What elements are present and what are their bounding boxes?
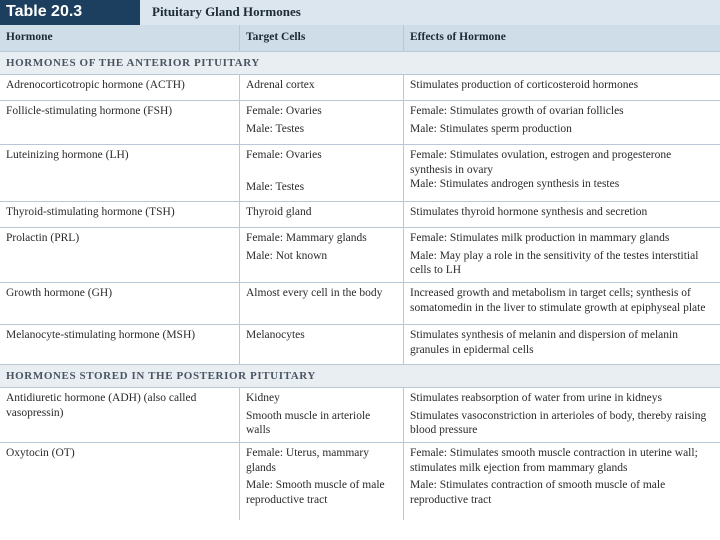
effect-line: Stimulates synthesis of melanin and dispersion of melanin granules in epidermal cells: [410, 329, 678, 356]
effect-line: Female: Stimulates milk production in mammary glands: [410, 232, 670, 244]
target-cells: [240, 202, 404, 227]
effect-line: Stimulates thyroid hormone synthesis and secretion: [410, 206, 648, 218]
hormone-effects: [404, 325, 720, 364]
table-row: [0, 145, 720, 202]
hormone-effects: [404, 75, 720, 100]
column-header-hormone: Hormone: [0, 25, 240, 51]
target-line: Female: Uterus, mammary glands: [246, 447, 369, 474]
target-cells: [240, 101, 404, 144]
hormone-name: Luteinizing hormone (LH): [0, 145, 240, 201]
target-cells: [240, 75, 404, 100]
hormone-name: Growth hormone (GH): [0, 283, 240, 324]
target-line: Male: Testes: [246, 180, 305, 193]
table-title: Pituitary Gland Hormones: [140, 0, 720, 25]
hormone-effects: [404, 101, 720, 144]
target-cells: [240, 145, 404, 201]
target-line: Adrenal cortex: [246, 79, 315, 91]
section-label: HORMONES STORED IN THE POSTERIOR PITUITARY: [6, 370, 316, 382]
target-line: Kidney: [246, 392, 280, 404]
effect-line: Female: Stimulates smooth muscle contraction in uterine wall; stimulates milk ejection from mammary glands: [410, 447, 698, 474]
effect-line: Stimulates reabsorption of water from urine in kidneys: [410, 392, 662, 404]
table-header-row: [0, 25, 720, 52]
hormone-effects: [404, 388, 720, 442]
column-header-effects: Effects of Hormone: [410, 31, 506, 43]
target-line: Male: Testes: [246, 122, 305, 135]
effect-line: Male: May play a role in the sensitivity of the testes interstitial cells to LH: [410, 249, 699, 276]
effect-line: Male: Stimulates androgen synthesis in testes: [410, 178, 620, 190]
target-cells: [240, 443, 404, 520]
target-line: Almost every cell in the body: [246, 287, 383, 299]
table-row: [0, 101, 720, 145]
table-row: [0, 283, 720, 325]
target-cells: [240, 283, 404, 324]
target-line: Male: Smooth muscle of male reproductive tract: [246, 479, 385, 506]
target-line: Male: Not known: [246, 249, 328, 262]
hormone-effects: [404, 283, 720, 324]
hormone-effects: [404, 443, 720, 520]
target-cells: [240, 388, 404, 442]
target-line: Female: Ovaries: [246, 105, 322, 117]
hormone-name: Adrenocorticotropic hormone (ACTH): [0, 75, 240, 100]
hormone-effects: [404, 202, 720, 227]
section-label: HORMONES OF THE ANTERIOR PITUITARY: [6, 57, 260, 69]
hormone-name: Follicle-stimulating hormone (FSH): [0, 101, 240, 144]
effect-line: Stimulates production of corticosteroid hormones: [410, 79, 639, 91]
table-row: [0, 228, 720, 283]
table-row: [0, 388, 720, 443]
hormone-effects: [404, 145, 720, 201]
target-cells: [240, 325, 404, 364]
hormone-name: Thyroid-stimulating hormone (TSH): [0, 202, 240, 227]
target-line: Female: Mammary glands: [246, 232, 367, 244]
table-title-bar: [0, 0, 720, 25]
target-line: Female: Ovaries: [246, 149, 322, 161]
table-row: [0, 325, 720, 365]
effect-line: Stimulates vasoconstriction in arterioles of body, thereby raising blood pressure: [410, 409, 707, 436]
effect-line: Increased growth and metabolism in target cells; synthesis of somatomedin in the liver to stimulate growth at epiphyseal plate: [410, 287, 706, 314]
target-line: Melanocytes: [246, 329, 305, 341]
target-line: Thyroid gland: [246, 206, 312, 218]
column-header-target-cells: Target Cells: [240, 25, 404, 51]
hormone-name: Antidiuretic hormone (ADH) (also called vasopressin): [0, 388, 240, 442]
table-row: [0, 202, 720, 228]
effect-line: Male: Stimulates sperm production: [410, 122, 572, 135]
hormone-table: [0, 25, 720, 520]
effect-line: Male: Stimulates contraction of smooth muscle of male reproductive tract: [410, 479, 666, 506]
hormone-name: Oxytocin (OT): [0, 443, 240, 520]
effect-line: Female: Stimulates growth of ovarian follicles: [410, 105, 624, 117]
table-row: [0, 443, 720, 520]
hormone-name: Melanocyte-stimulating hormone (MSH): [0, 325, 240, 364]
table-row: [0, 75, 720, 101]
effect-line: Female: Stimulates ovulation, estrogen and progesterone synthesis in ovary: [410, 149, 672, 176]
hormone-effects: [404, 228, 720, 282]
section-header-posterior: [0, 365, 720, 388]
hormone-name: Prolactin (PRL): [0, 228, 240, 282]
target-line: Smooth muscle in arteriole walls: [246, 409, 371, 436]
target-cells: [240, 228, 404, 282]
section-header-anterior: [0, 52, 720, 75]
table-number: Table 20.3: [0, 0, 140, 25]
